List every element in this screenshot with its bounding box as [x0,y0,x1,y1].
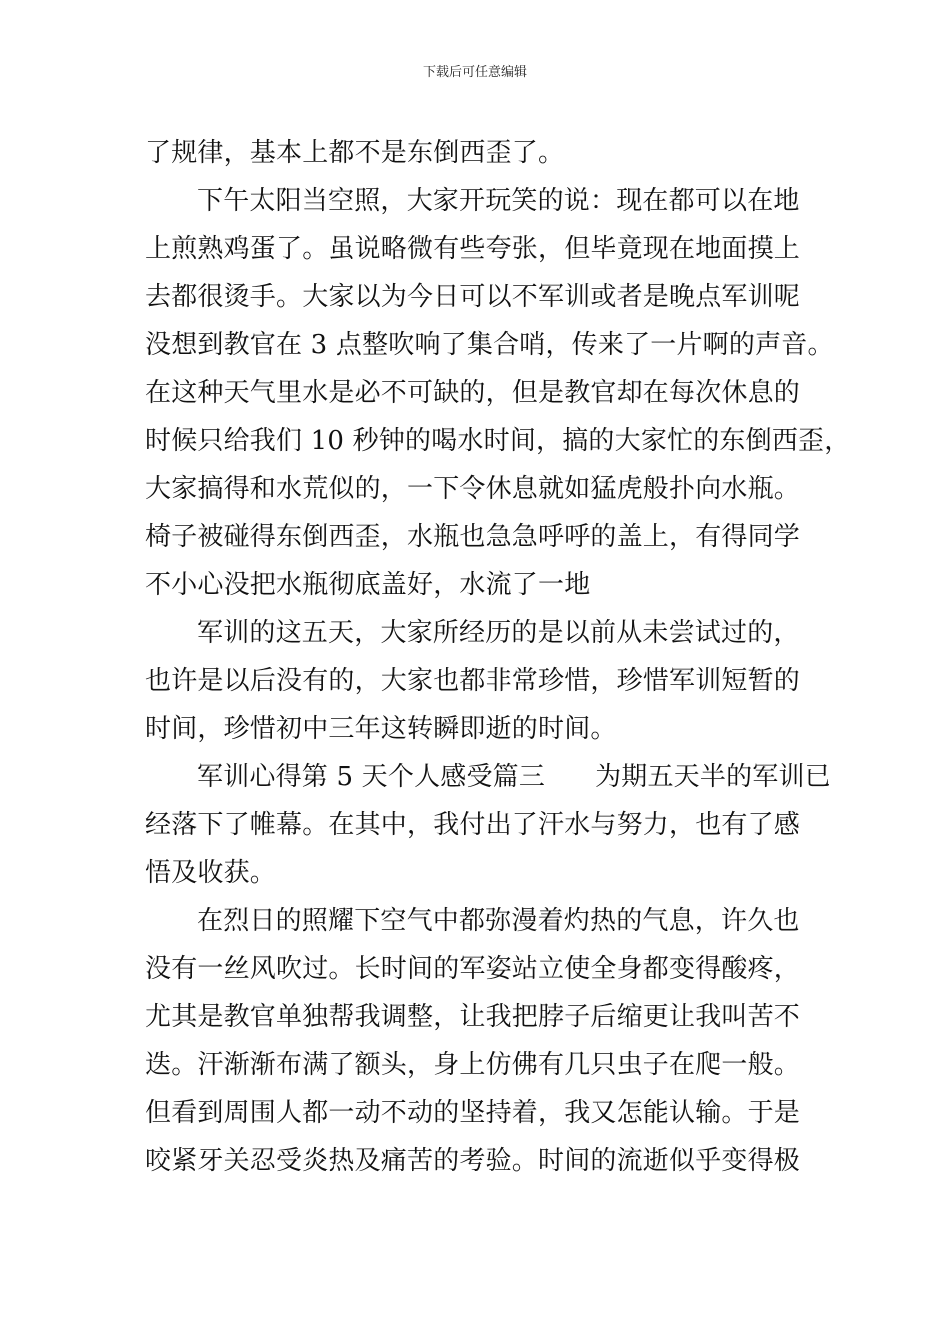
text-line: 了规律，基本上都不是东倒西歪了。 [145,138,565,168]
paragraph-start-line: 在烈日的照耀下空气中都弥漫着灼热的气息，许久也 [197,906,800,936]
text-line: 时间，珍惜初中三年这转瞬即逝的时间。 [145,714,617,744]
text-line: 迭。汗渐渐布满了额头，身上仿佛有几只虫子在爬一般。 [145,1050,801,1080]
text-line: 在这种天气里水是必不可缺的，但是教官却在每次休息的 [145,378,801,408]
text-line: 椅子被碰得东倒西歪，水瓶也急急呼呼的盖上，有得同学 [145,522,801,552]
text-line: 不小心没把水瓶彻底盖好，水流了一地 [145,570,591,600]
text-line: 尤其是教官单独帮我调整，让我把脖子后缩更让我叫苦不 [145,1002,801,1032]
text-line: 时候只给我们 10 秒钟的喝水时间，搞的大家忙的东倒西歪， [145,426,851,456]
text-line: 咬紧牙关忍受炎热及痛苦的考验。时间的流逝似乎变得极 [145,1146,801,1176]
section-title: 军训心得第 5 天个人感受篇三 [197,762,546,792]
text-line: 没有一丝风吹过。长时间的军姿站立使全身都变得酸疼， [145,954,801,984]
text-line: 经落下了帷幕。在其中，我付出了汗水与努力，也有了感 [145,810,801,840]
text-line: 去都很烫手。大家以为今日可以不军训或者是晚点军训呢 [145,282,801,312]
section-opening-text: 为期五天半的军训已 [595,762,831,792]
text-line: 悟及收获。 [145,858,277,888]
document-body [145,129,851,1185]
text-line: 也许是以后没有的，大家也都非常珍惜，珍惜军训短暂的 [145,666,801,696]
page-header: 下载后可任意编辑 [422,65,527,80]
text-line: 但看到周围人都一动不动的坚持着，我又怎能认输。于是 [145,1098,801,1128]
text-line: 大家搞得和水荒似的，一下令休息就如猛虎般扑向水瓶。 [145,474,801,504]
text-line: 上煎熟鸡蛋了。虽说略微有些夸张，但毕竟现在地面摸上 [145,234,801,264]
section-title-line [145,753,831,801]
paragraph-start-line: 军训的这五天，大家所经历的是以前从未尝试过的， [197,618,800,648]
paragraph-start-line: 下午太阳当空照，大家开玩笑的说：现在都可以在地 [197,186,800,216]
text-line: 没想到教官在 3 点整吹响了集合哨，传来了一片啊的声音。 [145,330,834,360]
